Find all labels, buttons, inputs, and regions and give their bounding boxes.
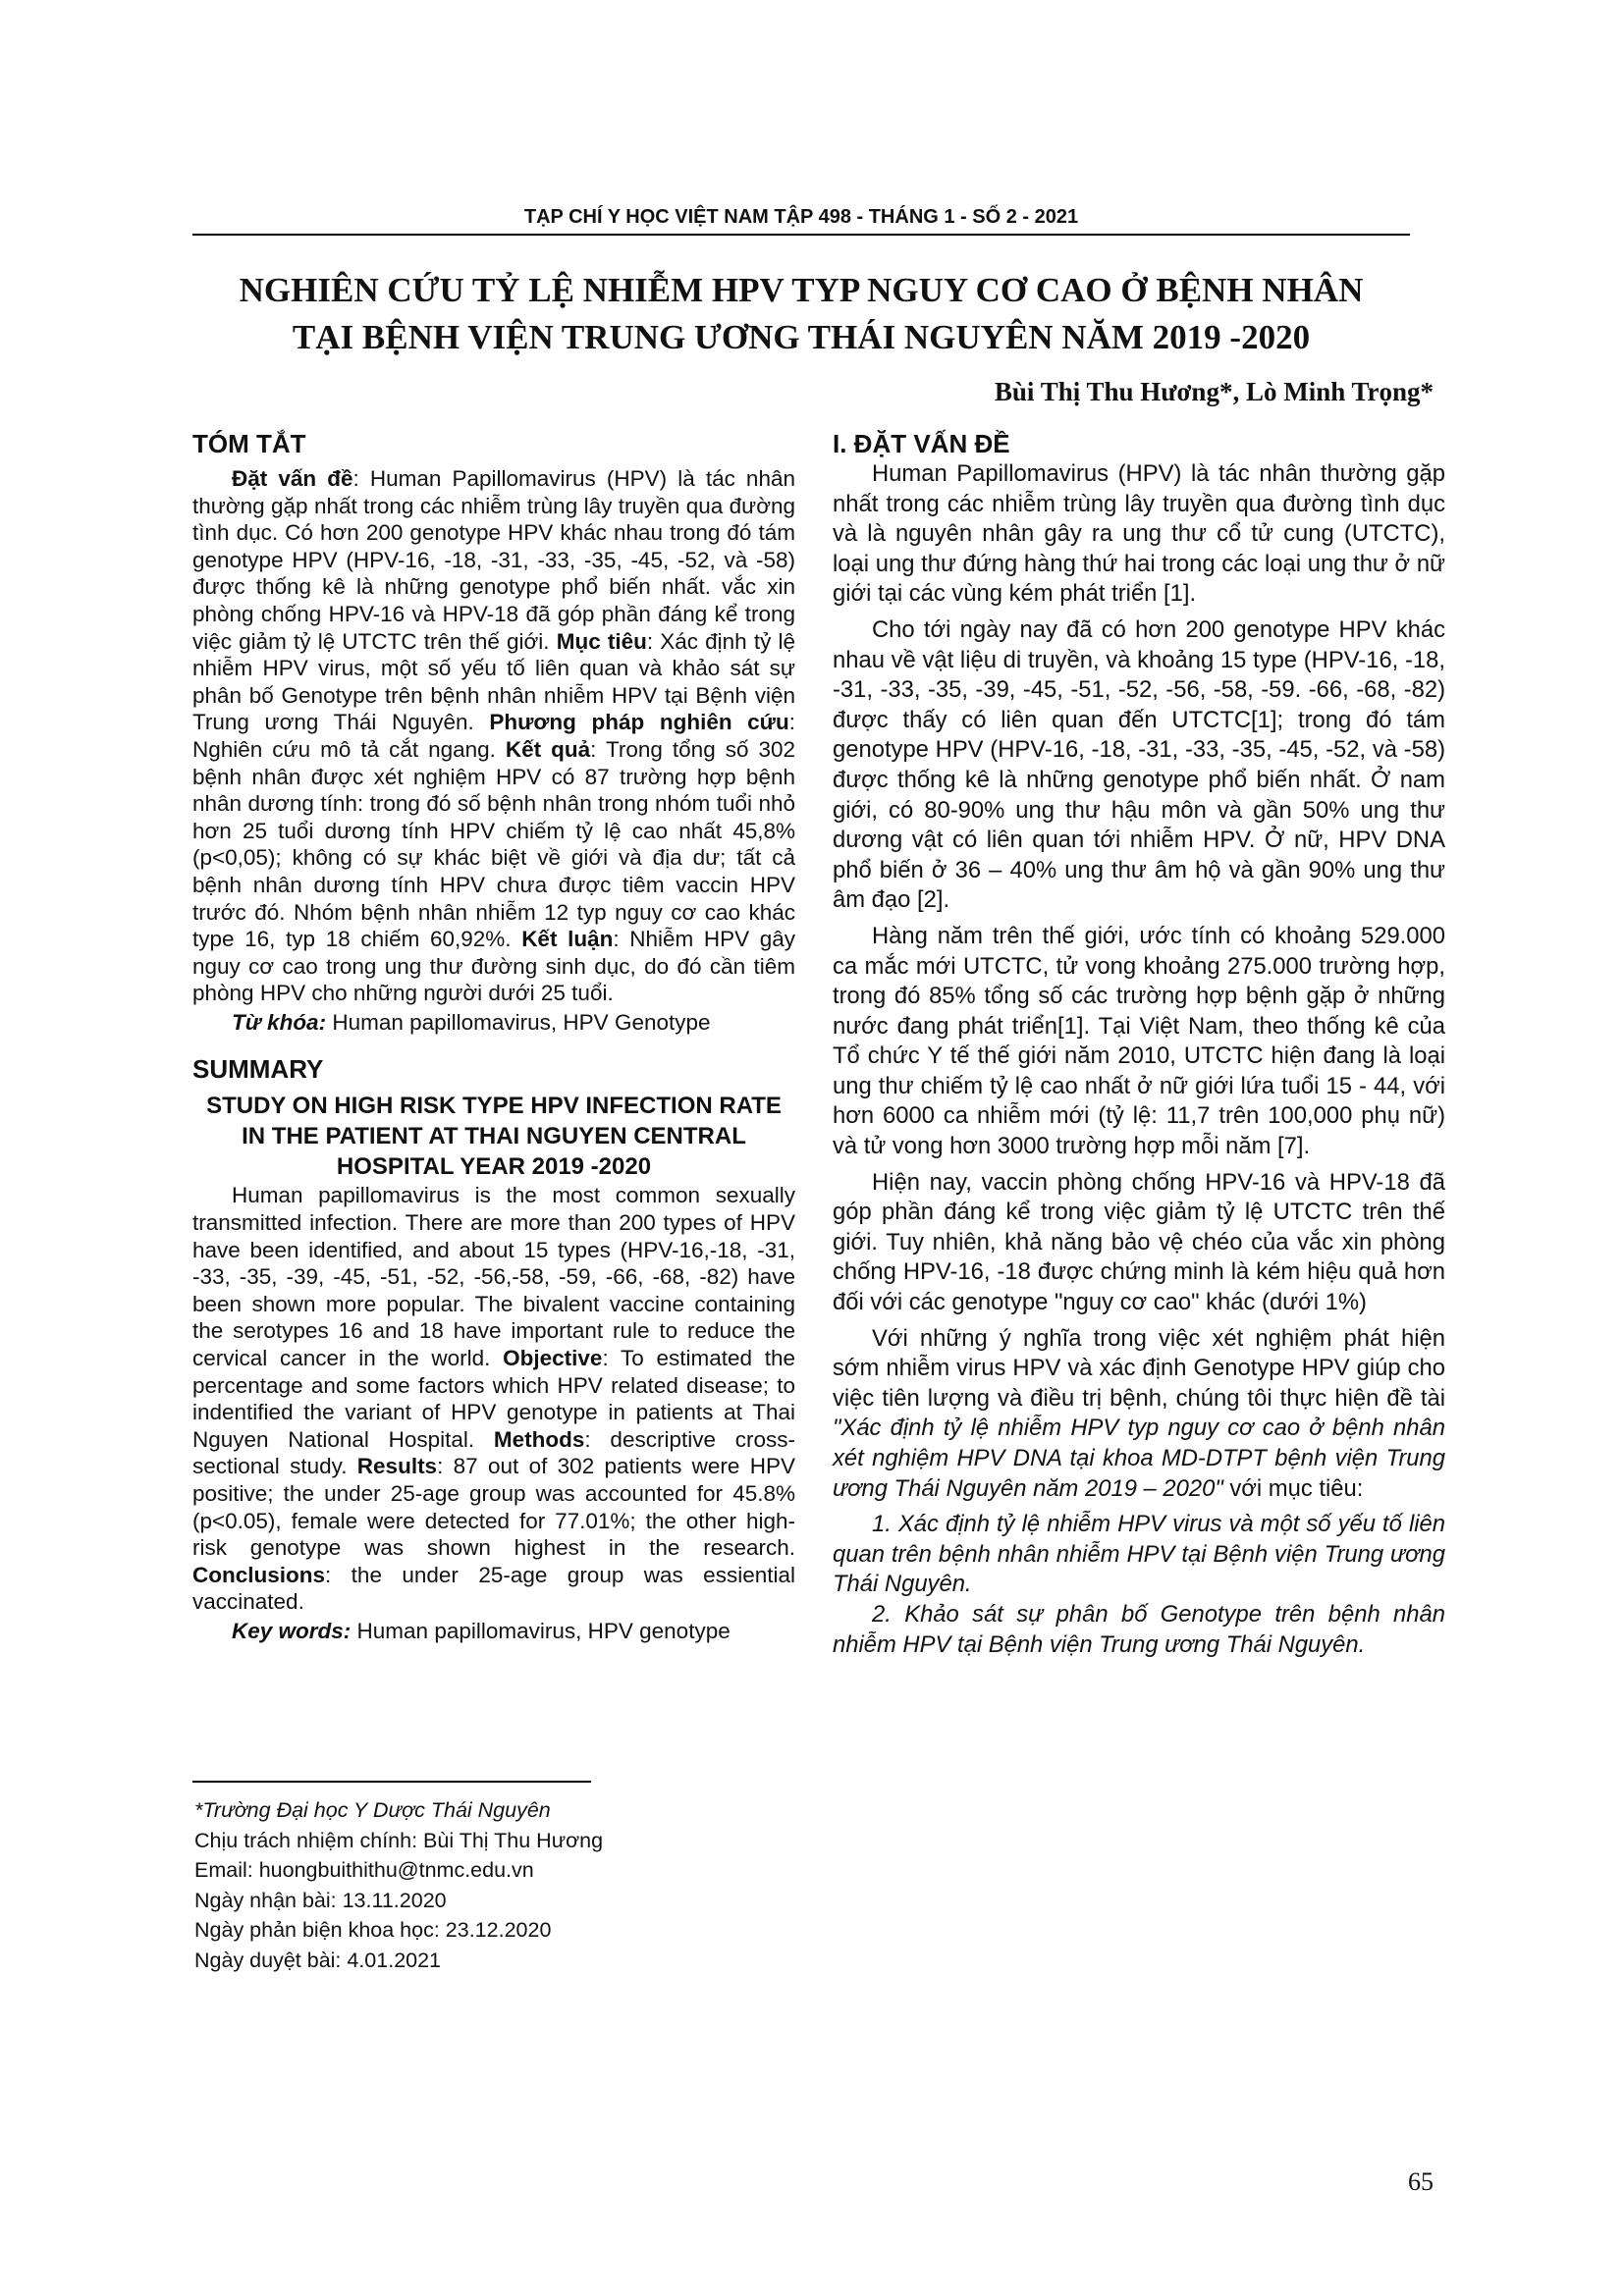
left-column <box>192 428 795 1645</box>
abstract-paragraph <box>192 465 795 1007</box>
summary-text-objective: : To estimated the percentage and some factors which HPV related disease; to indentified the variant of HPV genotype in patients at Thai Nguyen National Hospital. <box>192 1346 795 1452</box>
abstract-label-results: Kết quả <box>505 736 591 762</box>
abstract-keywords <box>192 1009 795 1037</box>
footnote-responsible: Chịu trách nhiệm chính: Bùi Thị Thu Hương <box>194 1828 604 1852</box>
objective-2: 2. Khảo sát sự phân bố Genotype trên bệnh nhân nhiễm HPV tại Bệnh viện Trung ương Thái Nguyên. <box>833 1600 1445 1658</box>
summary-text-conclusions: : the under 25-age group was essiential vaccinated. <box>192 1562 795 1615</box>
title-line-1: NGHIÊN CỨU TỶ LỆ NHIỄM HPV TYP NGUY CƠ CAO Ở BỆNH NHÂN <box>239 271 1364 309</box>
abstract-text-conclusion: : Nhiễm HPV gây nguy cơ cao trong ung thư đường sinh dục, do đó cần tiêm phòng HPV cho những người dưới 25 tuổi. <box>192 927 796 1006</box>
footnote-rule <box>192 1781 591 1783</box>
intro-paragraph-4: Hiện nay, vaccin phòng chống HPV-16 và HPV-18 đã góp phần đáng kể trong việc giảm tỷ lệ UTCTC trên thế giới. Tuy nhiên, khả năng bảo vệ chéo của vắc xin phòng chống HPV-16, -18 được chứng minh là kém hiệu quả hơn đối với các genotype "nguy cơ cao" khác (dưới 1%) <box>833 1168 1445 1316</box>
summary-paragraph <box>192 1182 795 1616</box>
abstract-label-conclusion: Kết luận <box>521 927 614 952</box>
summary-keywords-label: Key words: <box>232 1618 352 1643</box>
intro-p5-text: Với những ý nghĩa trong việc xét nghiệm phát hiện sớm nhiễm virus HPV và xác định Genotype HPV giúp cho việc tiên lượng và điều trị bệnh, chúng tôi thực hiện đề tài <box>833 1324 1445 1412</box>
intro-p5-tail: với mục tiêu: <box>1222 1474 1364 1502</box>
summary-label-objective: Objective <box>503 1346 603 1371</box>
footnote-email[interactable]: Email: huongbuithithu@tnmc.edu.vn <box>194 1858 534 1883</box>
intro-paragraph-3: Hàng năm trên thế giới, ước tính có khoảng 529.000 ca mắc mới UTCTC, tử vong khoảng 275.000 trường hợp, trong đó 85% tổng số các trường hợp bệnh gặp ở những nước đang phát triển[1]. Tại Việt Nam, theo thống kê của Tổ chức Y tế thế giới năm 2010, UTCTC hiện đang là loại ung thư chiếm tỷ lệ cao nhất ở nữ giới lứa tuổi 15 - 44, với hơn 6000 ca nhiễm mới (tỷ lệ: 11,7 trên 100,000 phụ nữ) và tử vong hơn 3000 trường hợp mỗi năm [7]. <box>833 922 1445 1160</box>
footnote-received: Ngày nhận bài: 13.11.2020 <box>194 1888 447 1912</box>
summary-text-intro: Human papillomavirus is the most common sexually transmitted infection. There are more than 200 types of HPV have been identified, and about 15 types (HPV-16,-18, -31, -33, -35, -39, -45, -51, -52, -56,-58, -59, -66, -68, -82) have been shown more popular. The bivalent vaccine containing the serotypes 16 and 18 have important rule to reduce the cervical cancer in the world. <box>192 1183 795 1371</box>
abstract-label-background: Đặt vấn đề <box>232 466 353 491</box>
summary-text-results: : 87 out of 302 patients were HPV positive; the under 25-age group was accounted for 45.8% (p<0.05), female were detected for 77.01%; the other high-risk genotype was shown highest in the research. <box>192 1454 795 1561</box>
footnote-approved: Ngày duyệt bài: 4.01.2021 <box>194 1948 442 1972</box>
keywords-label: Từ khóa: <box>232 1009 327 1035</box>
summary-label-conclusions: Conclusions <box>192 1562 326 1587</box>
intro-p5-topic: "Xác định tỷ lệ nhiễm HPV typ nguy cơ cao ở bệnh nhân xét nghiệm HPV DNA tại khoa MD-DTPT bệnh viện Trung ương Thái Nguyên năm 2019 – 2020" <box>833 1415 1445 1502</box>
intro-paragraph-1: Human Papillomavirus (HPV) là tác nhân thường gặp nhất trong các nhiễm trùng lây truyền qua đường tình dục và là nguyên nhân gây ra ung thư cổ tử cung (UTCTC), loại ung thư đứng hàng thứ hai trong các loại ung thư ở nữ giới tại các vùng kém phát triển [1]. <box>833 460 1445 608</box>
summary-title: STUDY ON HIGH RISK TYPE HPV INFECTION RATE IN THE PATIENT AT THAI NGUYEN CENTRAL HOSPITAL YEAR 2019 -2020 <box>206 1093 782 1181</box>
abstract-text-results: : Trong tổng số 302 bệnh nhân được xét nghiệm HPV có 87 trường hợp bệnh nhân dương tính: trong đó số bệnh nhân trong nhóm tuổi nhỏ hơn 25 tuổi dương tính HPV chiếm tỷ lệ cao nhất 45,8% (p<0,05); không có sự khác biệt về giới và địa dư; tất cả bệnh nhân dương tính HPV chưa được tiêm vaccin HPV trước đó. Nhóm bệnh nhân nhiễm 12 typ nguy cơ cao khác type 16, typ 18 chiếm 60,92%. <box>192 736 795 952</box>
article-title <box>192 267 1410 361</box>
journal-header: TẠP CHÍ Y HỌC VIỆT NAM TẬP 498 - THÁNG 1 - SỐ 2 - 2021 <box>523 206 1079 228</box>
objective-1: 1. Xác định tỷ lệ nhiễm HPV virus và một số yếu tố liên quan trên bệnh nhân nhiễm HPV tại Bệnh viện Trung ương Thái Nguyên. <box>833 1511 1445 1598</box>
title-line-2: TẠI BỆNH VIỆN TRUNG ƯƠNG THÁI NGUYÊN NĂM 2019 -2020 <box>292 318 1311 356</box>
summary-keywords <box>192 1618 795 1645</box>
right-column <box>833 428 1445 1666</box>
summary-text-methods: : descriptive cross-sectional study. <box>192 1426 795 1479</box>
abstract-text-objective: : Xác định tỷ lệ nhiễm HPV virus, một số yếu tố liên quan và khảo sát sự phân bố Genotype trên bệnh nhân nhiễm HPV tại Bệnh viện Trung ương Thái Nguyên. <box>192 628 795 735</box>
intro-heading: I. ĐẶT VẤN ĐỀ <box>833 429 1010 458</box>
summary-keywords-text: Human papillomavirus, HPV genotype <box>351 1618 731 1643</box>
keywords-text: Human papillomavirus, HPV Genotype <box>326 1009 711 1035</box>
abstract-text-background: : Human Papillomavirus (HPV) là tác nhân thường gặp nhất trong các nhiễm trùng lây truyền qua đường tình dục. Có hơn 200 genotype HPV khác nhau trong đó tám genotype HPV (HPV-16, -18, -31, -33, -35, -45, -52, và -58) được thống kê là những genotype phổ biến nhất. vắc xin phòng chống HPV-16 và HPV-18 đã góp phần đáng kể trong việc giảm tỷ lệ UTCTC trên thế giới. <box>192 466 795 654</box>
intro-paragraph-2: Cho tới ngày nay đã có hơn 200 genotype HPV khác nhau về vật liệu di truyền, và khoảng 15 type (HPV-16, -18, -31, -33, -35, -39, -45, -51, -52, -56, -58, -59. -66, -68, -82) được thấy có liên quan đến UTCTC[1]; trong đó tám genotype HPV (HPV-16, -18, -31, -33, -35, -45, -52, và -58) được thống kê là những genotype phổ biến nhất. Ở nam giới, có 80-90% ung thư hậu môn và gần 50% ung thư dương vật có liên quan tới nhiễm HPV. Ở nữ, HPV DNA phổ biến ở 36 – 40% ung thư âm hộ và gần 90% ung thư âm đạo [2]. <box>833 615 1445 914</box>
intro-paragraph-5 <box>833 1324 1445 1505</box>
abstract-text-methods: : Nghiên cứu mô tả cắt ngang. <box>192 710 795 762</box>
footnote-reviewed: Ngày phản biện khoa học: 23.12.2020 <box>194 1918 552 1943</box>
header-rule <box>192 234 1410 236</box>
abstract-heading: TÓM TẮT <box>192 429 306 458</box>
summary-label-results: Results <box>356 1454 438 1479</box>
footnote-affiliation: *Trường Đại học Y Dược Thái Nguyên <box>194 1798 551 1822</box>
abstract-label-methods: Phương pháp nghiên cứu <box>489 710 789 735</box>
footnotes <box>194 1795 803 1976</box>
abstract-label-objective: Mục tiêu <box>556 628 647 654</box>
authors: Bùi Thị Thu Hương*, Lò Minh Trọng* <box>994 377 1434 406</box>
summary-label-methods: Methods <box>493 1426 585 1452</box>
page-number: 65 <box>1408 2167 1434 2196</box>
summary-heading: SUMMARY <box>192 1054 324 1085</box>
